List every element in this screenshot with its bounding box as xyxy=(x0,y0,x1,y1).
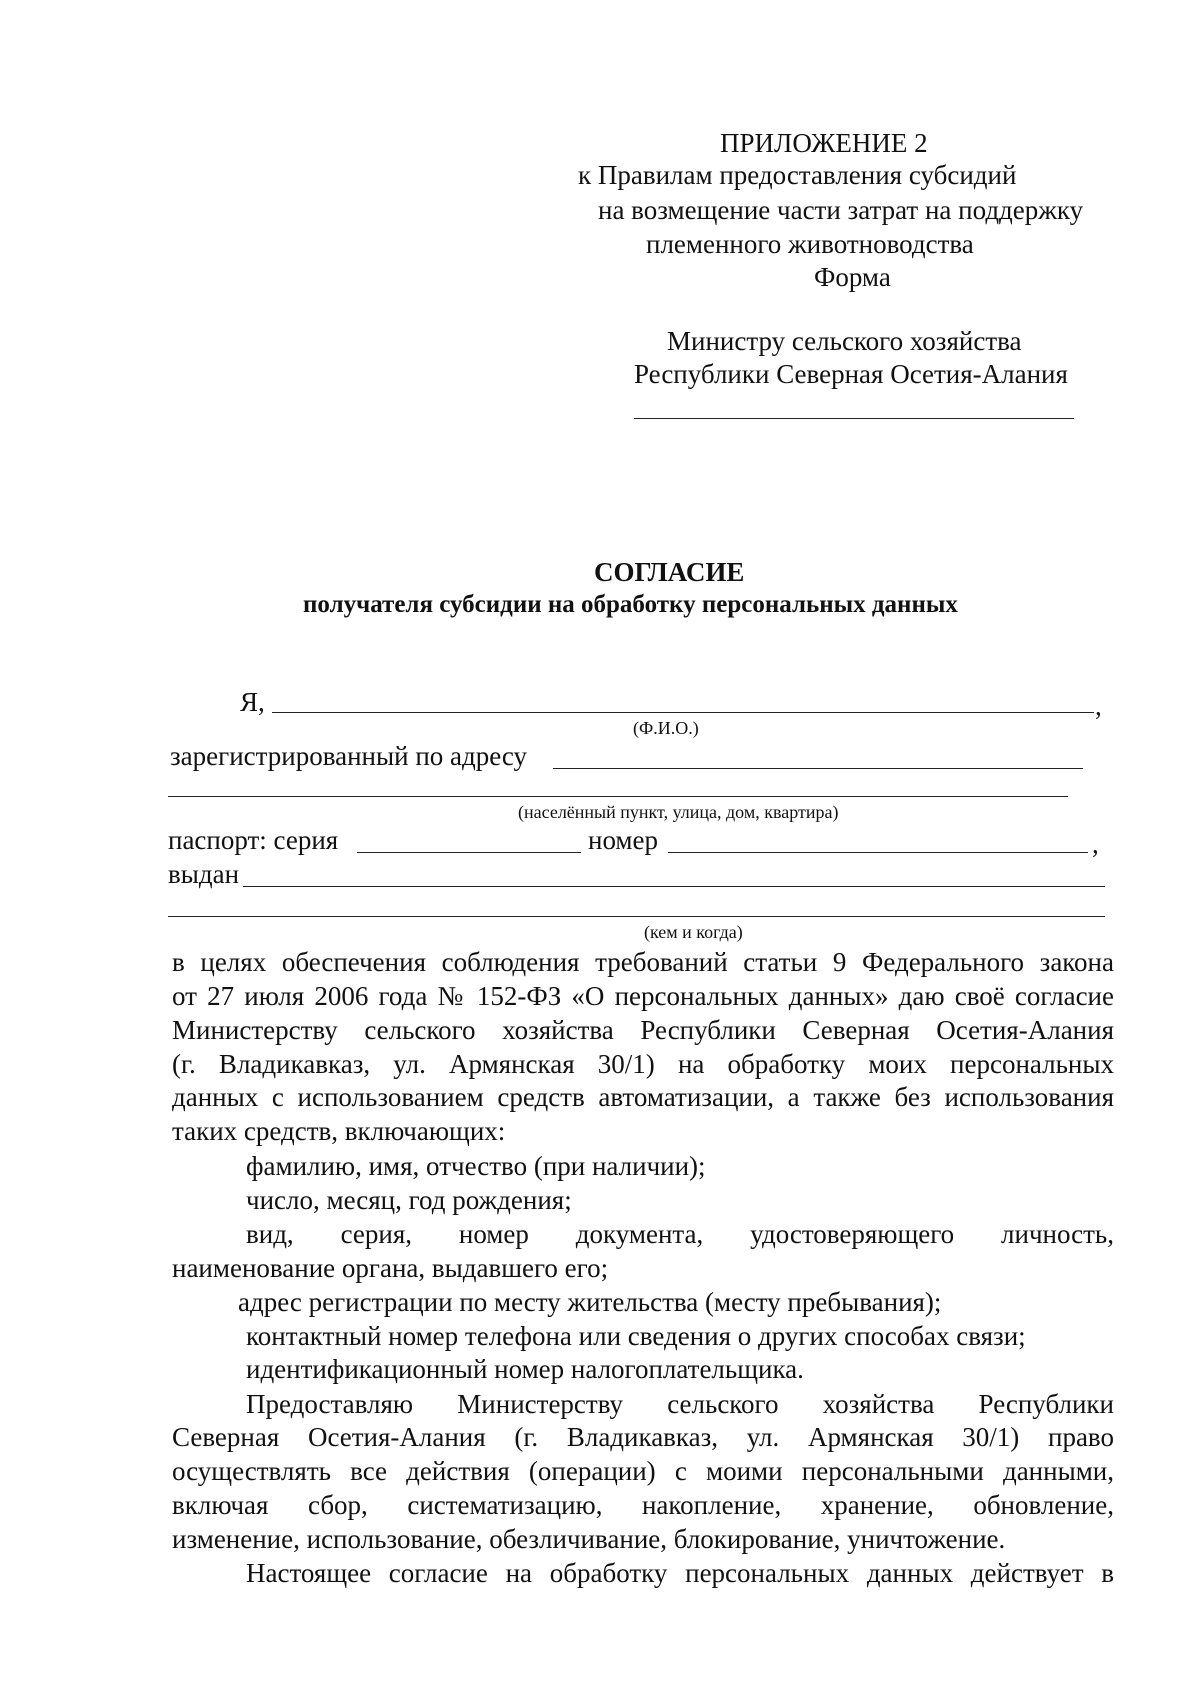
address-field-2[interactable] xyxy=(168,796,1068,797)
data-item-6: идентификационный номер налогоплательщика. xyxy=(246,1354,804,1384)
addressee-name-line[interactable] xyxy=(634,418,1074,419)
passport-number-field[interactable] xyxy=(668,852,1088,853)
rights-paragraph-line-4: включая сбор, систематизацию, накопление, хранение, обновление, xyxy=(172,1490,1114,1520)
document-title: СОГЛАСИЕ xyxy=(594,557,745,587)
appendix-form-label: Форма xyxy=(814,262,891,292)
fio-field[interactable] xyxy=(272,712,1094,713)
appendix-line-3: племенного животноводства xyxy=(646,229,974,259)
passport-comma: , xyxy=(1092,829,1099,859)
consent-paragraph-line-5: данных с использованием средств автоматизации, а также без использования xyxy=(172,1082,1114,1112)
fio-caption: (Ф.И.О.) xyxy=(633,718,699,738)
rights-paragraph-line-5: изменение, использование, обезличивание, блокирование, уничтожение. xyxy=(172,1524,1006,1554)
address-label: зарегистрированный по адресу xyxy=(170,741,528,771)
passport-number-label: номер xyxy=(588,825,659,855)
passport-series-field[interactable] xyxy=(357,852,581,853)
data-item-3-line-2: наименование органа, выдавшего его; xyxy=(172,1253,609,1283)
consent-paragraph-line-1: в целях обеспечения соблюдения требований статьи 9 Федерального закона xyxy=(172,947,1114,977)
appendix-title: ПРИЛОЖЕНИЕ 2 xyxy=(720,128,928,158)
appendix-line-2: на возмещение части затрат на поддержку xyxy=(598,195,1084,225)
appendix-line-1: к Правилам предоставления субсидий xyxy=(578,160,1017,190)
address-field-1[interactable] xyxy=(553,768,1083,769)
passport-series-label: паспорт: серия xyxy=(168,825,339,855)
issued-field-1[interactable] xyxy=(243,886,1105,887)
addressee-line-1: Министру сельского хозяйства xyxy=(667,326,1022,356)
issued-field-2[interactable] xyxy=(168,916,1105,917)
addressee-line-2: Республики Северная Осетия-Алания xyxy=(634,359,1068,389)
data-item-4: адрес регистрации по месту жительства (месту пребывания); xyxy=(238,1287,942,1317)
document-subtitle: получателя субсидии на обработку персональных данных xyxy=(303,591,958,618)
data-item-5: контактный номер телефона или сведения о других способах связи; xyxy=(246,1321,1026,1351)
issued-caption: (кем и когда) xyxy=(644,922,743,942)
issued-label: выдан xyxy=(168,859,240,889)
data-item-1: фамилию, имя, отчество (при наличии); xyxy=(246,1151,706,1181)
validity-paragraph-line-1: Настоящее согласие на обработку персональных данных действует в xyxy=(246,1558,1114,1588)
consent-paragraph-line-6: таких средств, включающих: xyxy=(172,1116,506,1146)
rights-paragraph-line-1: Предоставляю Министерству сельского хозяйства Республики xyxy=(246,1389,1114,1419)
rights-paragraph-line-3: осуществлять все действия (операции) с моими персональными данными, xyxy=(172,1456,1114,1486)
consent-paragraph-line-3: Министерству сельского хозяйства Республики Северная Осетия-Алания xyxy=(172,1015,1114,1045)
data-item-3-line-1: вид, серия, номер документа, удостоверяющего личность, xyxy=(246,1219,1114,1249)
rights-paragraph-line-2: Северная Осетия-Алания (г. Владикавказ, ул. Армянская 30/1) право xyxy=(172,1422,1114,1452)
consent-paragraph-line-2: от 27 июля 2006 года № 152-ФЗ «О персональных данных» даю своё согласие xyxy=(172,981,1114,1011)
fio-comma: , xyxy=(1095,691,1102,721)
address-caption: (населённый пункт, улица, дом, квартира) xyxy=(518,802,839,822)
consent-paragraph-line-4: (г. Владикавказ, ул. Армянская 30/1) на обработку моих персональных xyxy=(172,1049,1114,1079)
data-item-2: число, месяц, год рождения; xyxy=(246,1185,572,1215)
i-label: Я, xyxy=(240,687,265,717)
